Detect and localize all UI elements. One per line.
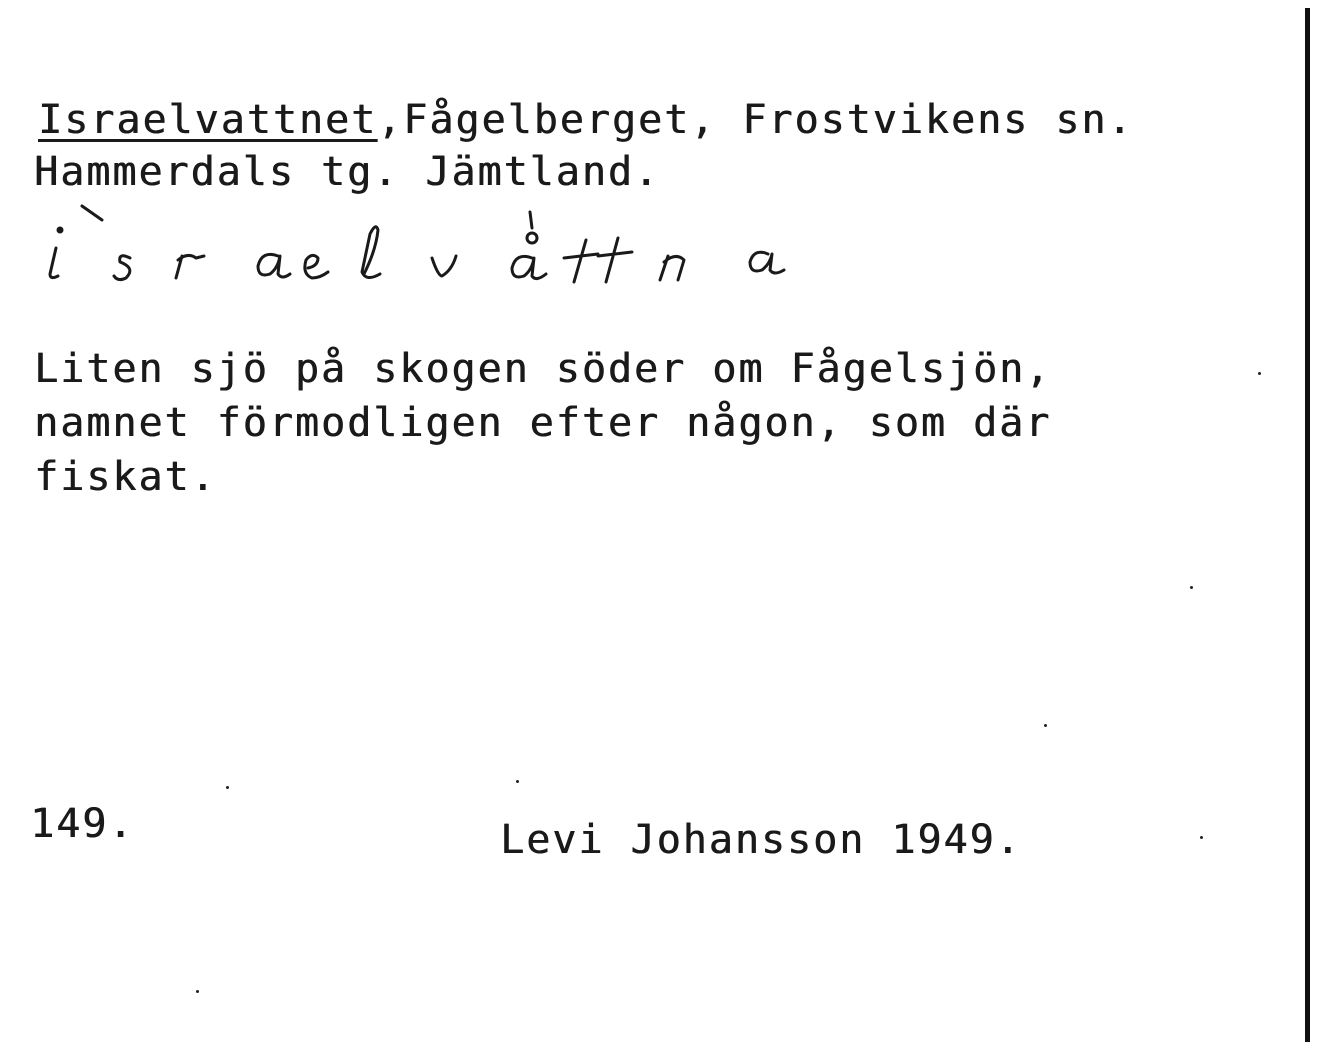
parish-region-line: Hammerdals tg. Jämtland. <box>34 149 660 195</box>
ink-speck <box>196 990 199 993</box>
place-location: ,Fågelberget, Frostvikens sn. <box>377 97 1134 143</box>
description-line: Liten sjö på skogen söder om Fågelsjön, <box>34 346 1052 392</box>
description <box>34 342 1051 504</box>
ink-speck <box>516 780 519 783</box>
place-heading <box>38 98 1133 142</box>
place-name: Israelvattnet <box>38 97 378 143</box>
card-edge-line <box>1305 8 1310 1042</box>
card-number: 149. <box>30 801 135 847</box>
author-and-year: Levi Johansson 1949. <box>500 817 1022 863</box>
handwritten-pronunciation <box>46 190 906 300</box>
ink-speck <box>1200 836 1203 839</box>
ink-speck <box>1258 372 1261 375</box>
ink-speck <box>1044 724 1047 727</box>
description-line: namnet förmodligen efter någon, som där <box>34 400 1052 446</box>
ink-speck <box>1190 586 1193 589</box>
description-line: fiskat. <box>34 454 217 500</box>
ink-speck <box>226 786 229 789</box>
